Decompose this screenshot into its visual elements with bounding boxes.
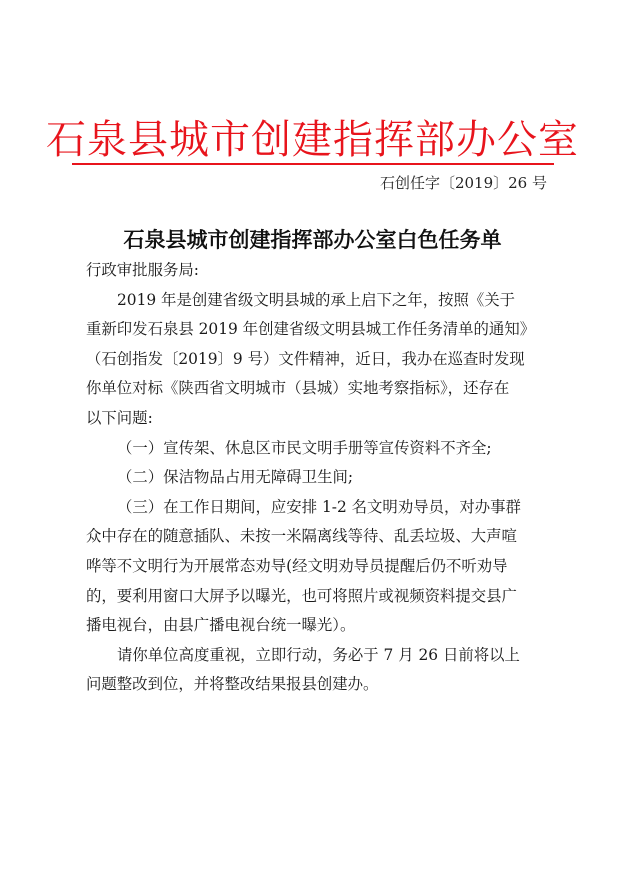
- recipient-line: 行政审批服务局:: [86, 261, 199, 279]
- paragraph-line: 的，要利用窗口大屏予以曝光，也可将照片或视频资料提交县广: [86, 586, 517, 605]
- paragraph-line: 2019 年是创建省级文明县城的承上启下之年，按照《关于: [117, 290, 516, 309]
- document-body: [86, 256, 554, 700]
- paragraph-line: 重新印发石泉县 2019 年创建省级文明县城工作任务清单的通知》: [86, 320, 536, 339]
- issue-item-1: （一）宣传架、休息区市民文明手册等宣传资料不齐全;: [117, 438, 492, 457]
- closing-line: 请你单位高度重视，立即行动，务必于 7 月 26 日前将以上: [117, 645, 520, 664]
- paragraph-line: （石创指发〔2019〕9 号）文件精神，近日，我办在巡查时发现: [86, 349, 525, 368]
- paragraph-line: 播电视台，由县广播电视台统一曝光）。: [86, 616, 356, 635]
- issue-item-3: （三）在工作日期间，应安排 1-2 名文明劝导员，对办事群: [117, 497, 521, 516]
- paragraph-line: 以下问题:: [86, 408, 153, 427]
- issue-item-2: （二）保洁物品占用无障碍卫生间;: [117, 468, 354, 487]
- document-number: 石创任字〔2019〕26 号: [379, 174, 547, 192]
- document-heading: 石泉县城市创建指挥部办公室白色任务单: [123, 227, 502, 252]
- paragraph-line: 众中存在的随意插队、未按一米隔离线等待、乱丢垃圾、大声喧: [86, 527, 517, 546]
- paragraph-line: 哗等不文明行为开展常态劝导(经文明劝导员提醒后仍不听劝导: [86, 556, 508, 575]
- paragraph-line: 你单位对标《陕西省文明城市（县城）实地考察指标》，还存在: [86, 379, 510, 398]
- red-divider-line: [72, 163, 554, 165]
- issuing-office-title: 石泉县城市创建指挥部办公室: [46, 117, 579, 163]
- closing-line: 问题整改到位，并将整改结果报县创建办。: [86, 675, 379, 694]
